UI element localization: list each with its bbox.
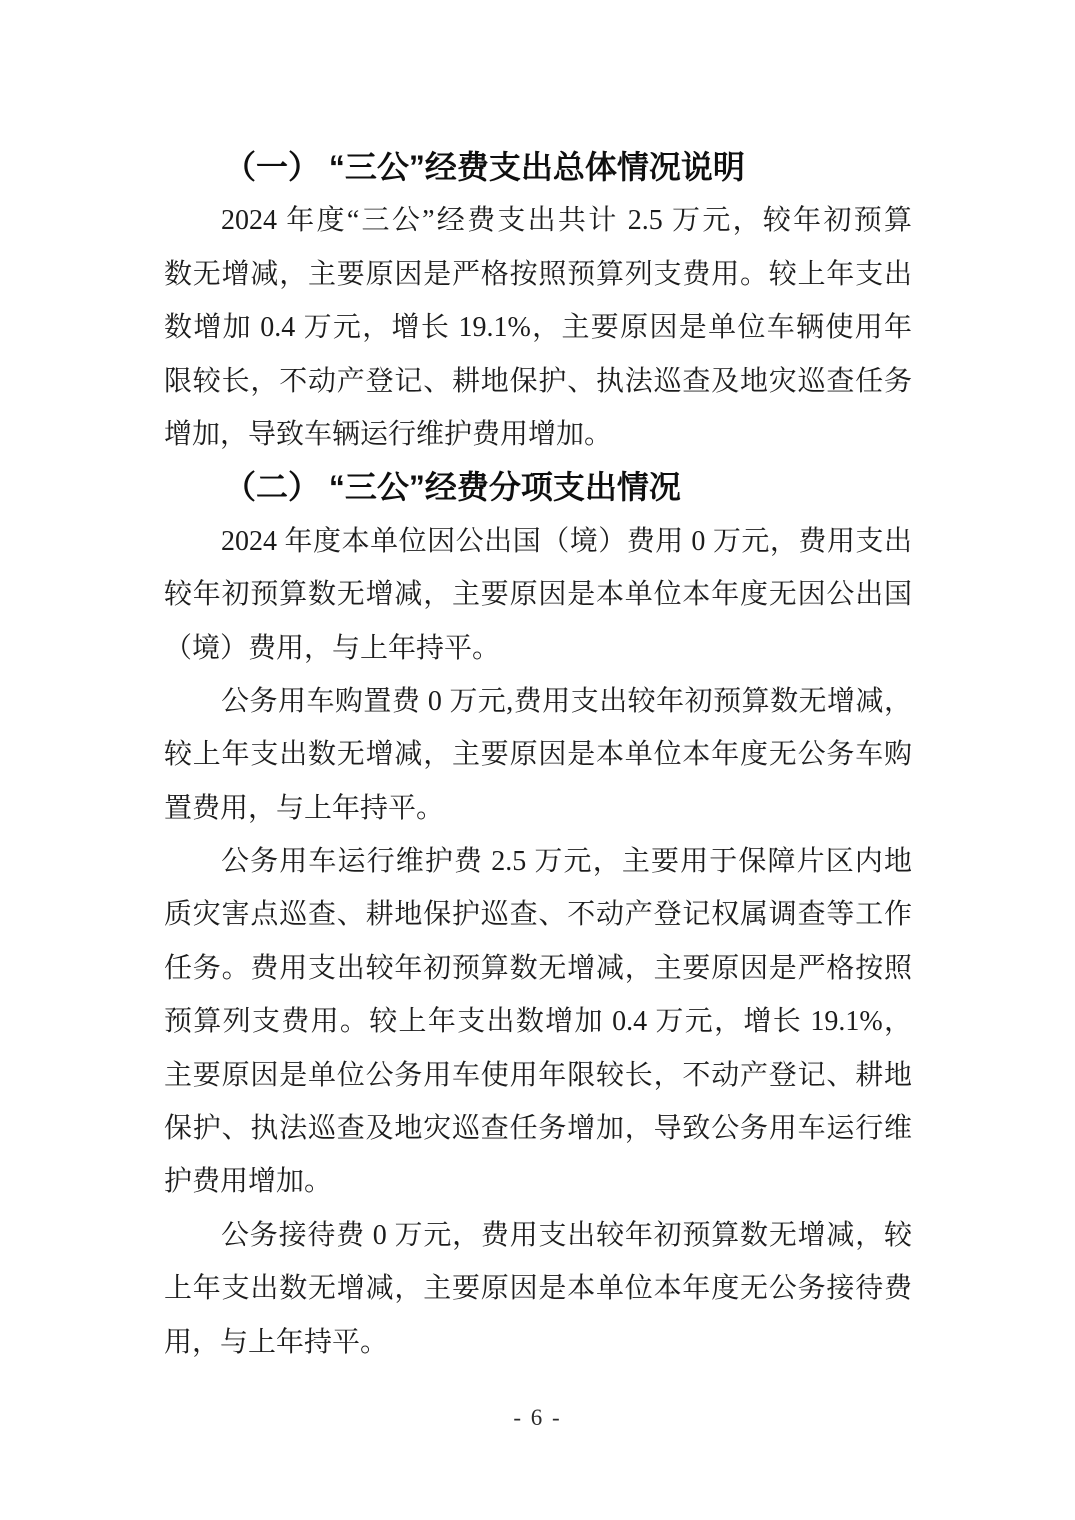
paragraph-4-line-6: 保护、执法巡查及地灾巡查任务增加，导致公务用车运行维 bbox=[164, 1113, 912, 1145]
paragraph-1-line-2: 数无增减，主要原因是严格按照预算列支费用。较上年支出 bbox=[164, 258, 912, 290]
paragraph-4-line-2: 质灾害点巡查、耕地保护巡查、不动产登记权属调查等工作 bbox=[164, 899, 912, 931]
page-content bbox=[164, 141, 912, 1369]
section-heading-1: （一） “三公”经费支出总体情况说明 bbox=[224, 149, 745, 185]
paragraph-5-line-3: 用，与上年持平。 bbox=[164, 1326, 389, 1358]
paragraph-2-line-2: 较年初预算数无增减，主要原因是本单位本年度无因公出国 bbox=[164, 579, 912, 611]
paragraph-3-line-3: 置费用，与上年持平。 bbox=[164, 792, 445, 824]
paragraph-4-line-5: 主要原因是单位公务用车使用年限较长，不动产登记、耕地 bbox=[164, 1059, 912, 1091]
paragraph-3-line-2: 较上年支出数无增减，主要原因是本单位本年度无公务车购 bbox=[164, 739, 912, 771]
paragraph-1-line-4: 限较长，不动产登记、耕地保护、执法巡查及地灾巡查任务 bbox=[164, 365, 912, 397]
paragraph-4-line-7: 护费用增加。 bbox=[164, 1166, 333, 1198]
paragraph-3-line-1: 公务用车购置费 0 万元,费用支出较年初预算数无增减， bbox=[221, 685, 912, 717]
paragraph-2-line-3: （境）费用，与上年持平。 bbox=[164, 632, 501, 664]
page-number: - 6 - bbox=[513, 1405, 562, 1430]
paragraph-4-line-3: 任务。费用支出较年初预算数无增减，主要原因是严格按照 bbox=[164, 952, 912, 984]
paragraph-5-line-1: 公务接待费 0 万元，费用支出较年初预算数无增减，较 bbox=[221, 1219, 912, 1251]
paragraph-1-line-3: 数增加 0.4 万元，增长 19.1%，主要原因是单位车辆使用年 bbox=[164, 312, 912, 344]
section-heading-2: （二） “三公”经费分项支出情况 bbox=[224, 469, 681, 506]
paragraph-4-line-1: 公务用车运行维护费 2.5 万元，主要用于保障片区内地 bbox=[221, 846, 912, 878]
paragraph-1-line-5: 增加，导致车辆运行维护费用增加。 bbox=[164, 418, 613, 450]
paragraph-1-line-1: 2024 年度“三公”经费支出共计 2.5 万元，较年初预算 bbox=[221, 205, 912, 237]
paragraph-2-line-1: 2024 年度本单位因公出国（境）费用 0 万元，费用支出 bbox=[221, 525, 912, 557]
paragraph-4-line-4: 预算列支费用。较上年支出数增加 0.4 万元，增长 19.1%， bbox=[164, 1006, 912, 1038]
paragraph-5-line-2: 上年支出数无增减，主要原因是本单位本年度无公务接待费 bbox=[164, 1273, 912, 1305]
